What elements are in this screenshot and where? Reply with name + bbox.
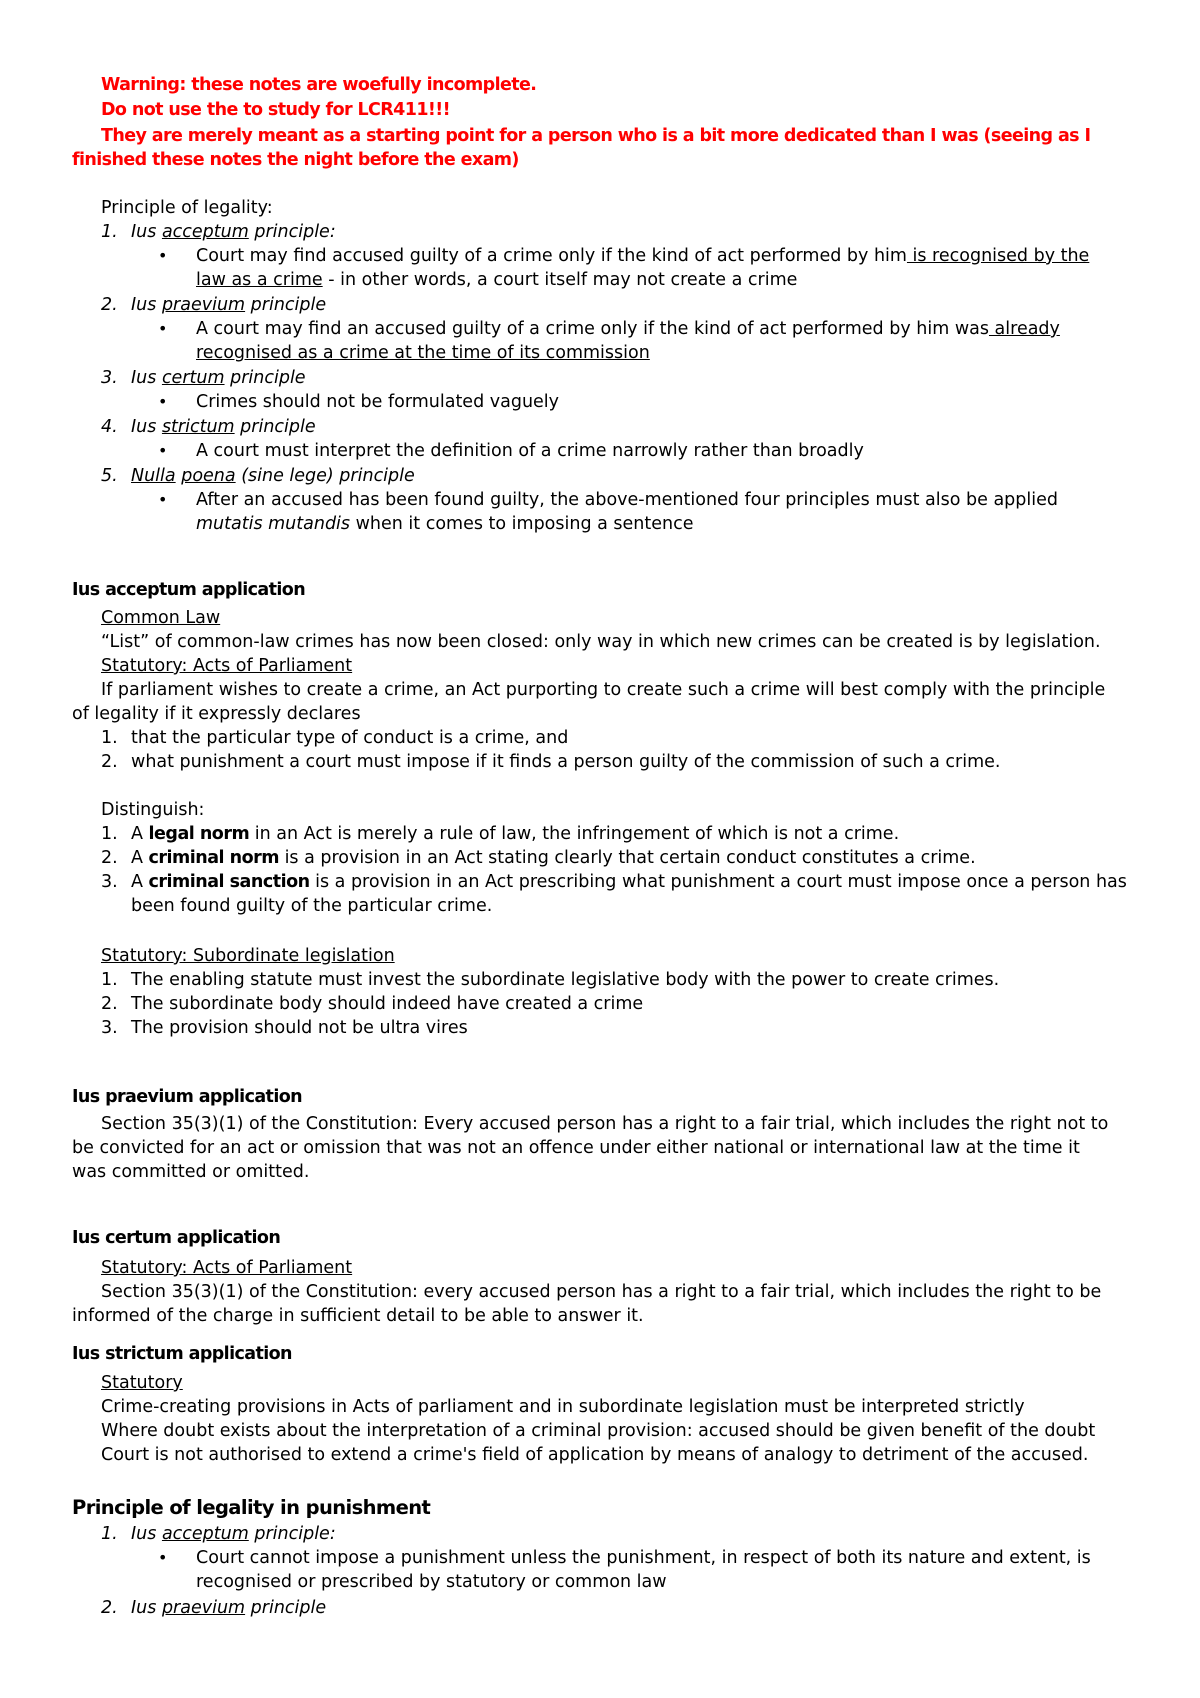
list-item-title: Ius certum principle: [131, 368, 306, 388]
section-heading: Principle of legality:: [101, 198, 273, 218]
list-item: what punishment a court must impose if it finds a person guilty of the commission of such a crime.: [131, 752, 1001, 772]
list-item: A criminal norm is a provision in an Act stating clearly that certain conduct constitutes a crime.: [131, 848, 976, 868]
list-item: A criminal sanction is a provision in an Act prescribing what punishment a court must impose once a person has: [131, 872, 1127, 892]
bullet-text: recognised as a crime at the time of its commission: [196, 343, 650, 363]
bullet-text: Crimes should not be formulated vaguely: [196, 392, 560, 412]
subheading: Statutory: [101, 1373, 183, 1393]
paragraph-line: be convicted for an act or omission that was not an offence under either national or international law at the time it: [72, 1138, 1080, 1158]
subheading: Statutory: Acts of Parliament: [101, 1258, 353, 1278]
paragraph-line: was committed or omitted.: [72, 1162, 310, 1182]
list-number: 3.: [101, 872, 118, 892]
bullet-text: Court cannot impose a punishment unless the punishment, in respect of both its nature and extent, is: [196, 1548, 1091, 1568]
paragraph-line: “List” of common-law crimes has now been closed: only way in which new crimes can be created is by legislation.: [101, 632, 1101, 652]
subheading: Statutory: Subordinate legislation: [101, 946, 395, 966]
bullet-text: After an accused has been found guilty, the above-mentioned four principles must also be applied: [196, 490, 1058, 510]
paragraph-line: of legality if it expressly declares: [72, 704, 361, 724]
section-heading: Principle of legality in punishment: [72, 1496, 431, 1519]
paragraph-line: Where doubt exists about the interpretation of a criminal provision: accused should be given benefit of the doubt: [101, 1421, 1096, 1441]
list-item-title: Ius acceptum principle:: [131, 1524, 336, 1544]
bullet-text: A court must interpret the definition of a crime narrowly rather than broadly: [196, 441, 864, 461]
list-number: 1.: [101, 222, 118, 242]
list-number: 1.: [101, 824, 118, 844]
section-heading: Ius acceptum application: [72, 580, 306, 600]
bullet-icon: •: [158, 441, 168, 460]
subheading: Statutory: Acts of Parliament: [101, 656, 353, 676]
list-item-title: Ius acceptum principle:: [131, 222, 336, 242]
list-item-title: Nulla poena (sine lege) principle: [131, 466, 415, 486]
subheading: Distinguish:: [101, 800, 205, 820]
bullet-icon: •: [158, 246, 168, 265]
list-item-continuation: been found guilty of the particular crime.: [131, 896, 493, 916]
list-number: 2.: [101, 295, 118, 315]
bullet-icon: •: [158, 392, 168, 411]
bullet-icon: •: [158, 490, 168, 509]
list-number: 2.: [101, 1598, 118, 1618]
list-item: The subordinate body should indeed have created a crime: [131, 994, 644, 1014]
paragraph-line: Crime-creating provisions in Acts of parliament and in subordinate legislation must be interpreted strictly: [101, 1397, 1025, 1417]
list-number: 3.: [101, 368, 118, 388]
bullet-icon: •: [158, 1548, 168, 1567]
paragraph-line: Section 35(3)(1) of the Constitution: every accused person has a right to a fair trial, which includes the right to be: [101, 1282, 1102, 1302]
section-heading: Ius certum application: [72, 1228, 281, 1248]
bullet-text: recognised or prescribed by statutory or common law: [196, 1572, 667, 1592]
subheading: Common Law: [101, 608, 221, 628]
paragraph-line: If parliament wishes to create a crime, an Act purporting to create such a crime will best comply with the principle: [101, 680, 1106, 700]
list-number: 5.: [101, 466, 118, 486]
bullet-text: law as a crime - in other words, a court itself may not create a crime: [196, 270, 798, 290]
paragraph-line: Section 35(3)(1) of the Constitution: Every accused person has a right to a fair trial, which includes the right not to: [101, 1114, 1109, 1134]
list-number: 1.: [101, 970, 118, 990]
list-item-title: Ius praevium principle: [131, 295, 327, 315]
paragraph-line: informed of the charge in sufficient detail to be able to answer it.: [72, 1306, 644, 1326]
bullet-text: Court may find accused guilty of a crime only if the kind of act performed by him is recognised by the: [196, 246, 1090, 266]
list-number: 4.: [101, 417, 118, 437]
bullet-text: A court may find an accused guilty of a crime only if the kind of act performed by him was already: [196, 319, 1060, 339]
warning-line: Do not use the to study for LCR411!!!: [101, 100, 451, 120]
list-item: The provision should not be ultra vires: [131, 1018, 468, 1038]
list-item: The enabling statute must invest the subordinate legislative body with the power to create crimes.: [131, 970, 1000, 990]
paragraph-line: Court is not authorised to extend a crime's field of application by means of analogy to detriment of the accused.: [101, 1445, 1089, 1465]
warning-line: They are merely meant as a starting point for a person who is a bit more dedicated than I was (seeing as I: [101, 126, 1091, 146]
list-number: 1.: [101, 1524, 118, 1544]
list-number: 2.: [101, 848, 118, 868]
list-item: that the particular type of conduct is a crime, and: [131, 728, 569, 748]
bullet-icon: •: [158, 319, 168, 338]
list-item: A legal norm in an Act is merely a rule of law, the infringement of which is not a crime.: [131, 824, 900, 844]
warning-line: finished these notes the night before the exam): [72, 150, 519, 170]
bullet-text: mutatis mutandis when it comes to imposing a sentence: [196, 514, 694, 534]
warning-line: Warning: these notes are woefully incomplete.: [101, 75, 537, 95]
section-heading: Ius praevium application: [72, 1087, 302, 1107]
list-item-title: Ius praevium principle: [131, 1598, 327, 1618]
list-number: 2.: [101, 752, 118, 772]
list-number: 2.: [101, 994, 118, 1014]
list-number: 1.: [101, 728, 118, 748]
list-item-title: Ius strictum principle: [131, 417, 316, 437]
section-heading: Ius strictum application: [72, 1344, 292, 1364]
list-number: 3.: [101, 1018, 118, 1038]
